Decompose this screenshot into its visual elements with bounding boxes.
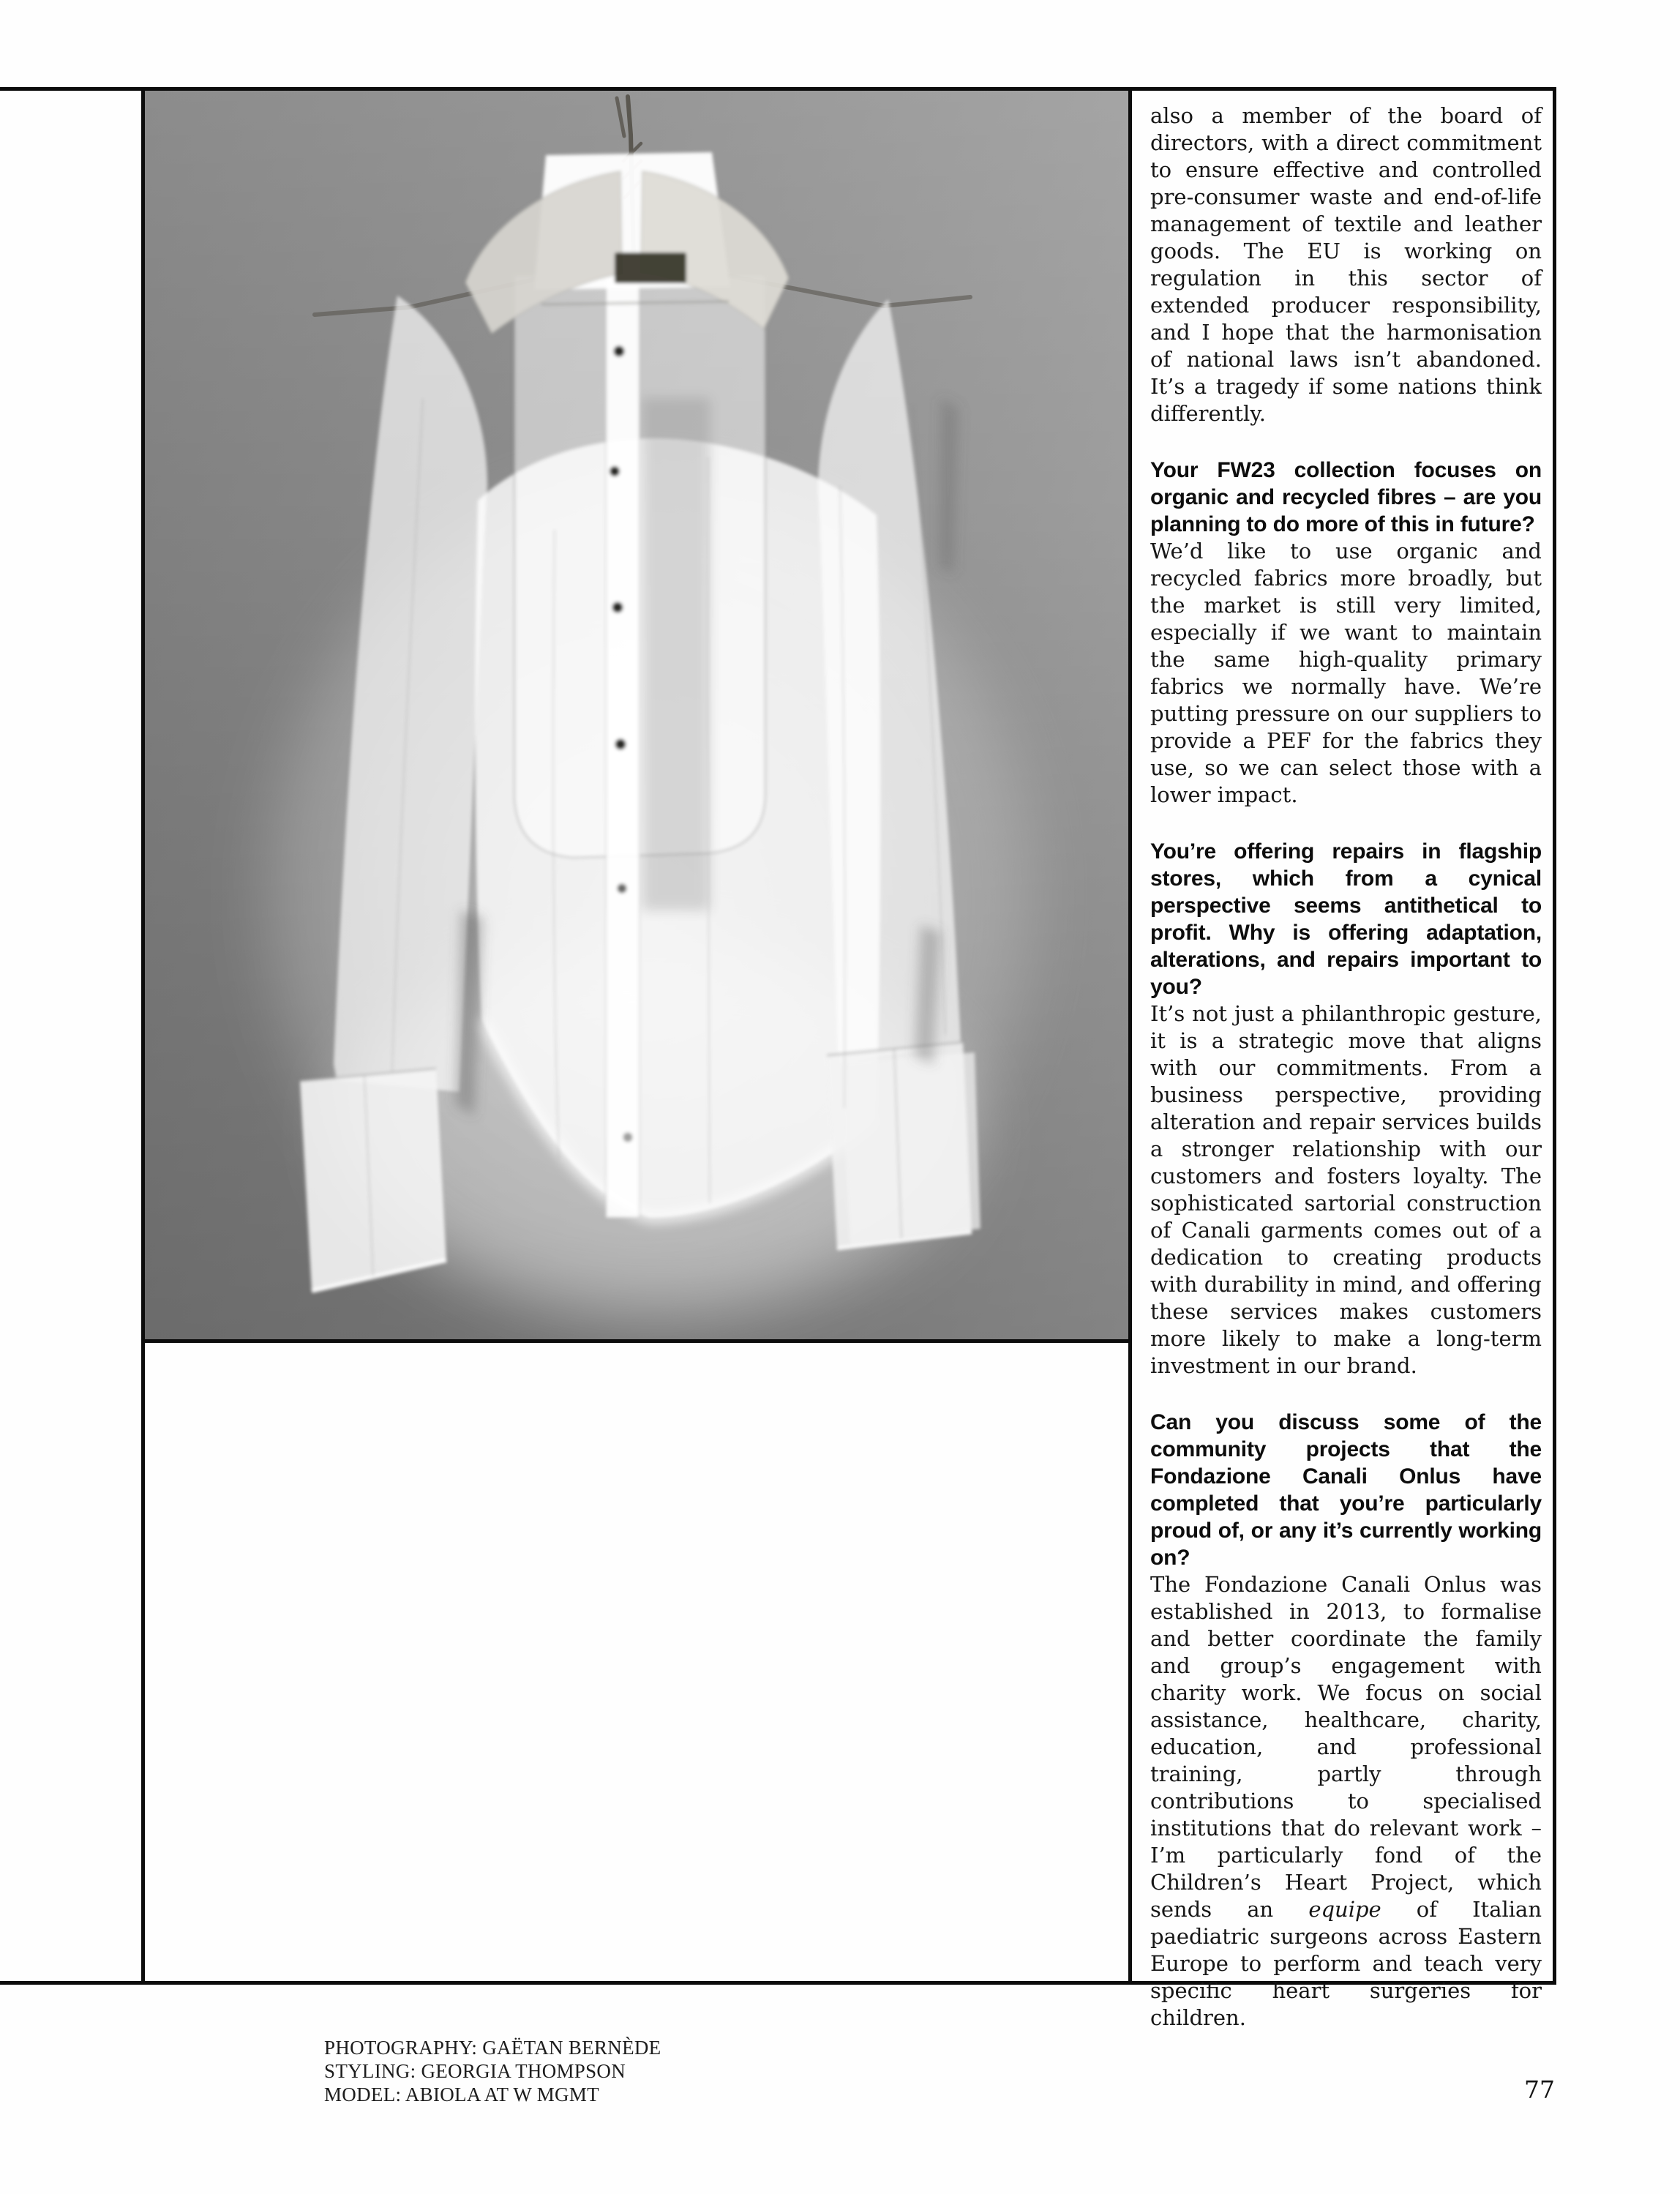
credit-styling: STYLING: GEORGIA THOMPSON [324, 2060, 626, 2082]
placket-shadow [642, 398, 710, 910]
credit-photography: PHOTOGRAPHY: GAËTAN BERNÈDE [324, 2037, 661, 2059]
interview-question: Your FW23 collection focuses on organic and recycled fibres – are you planning to do more of this in future? [1150, 458, 1542, 536]
interview-question: Can you discuss some of the community projects that the Fondazione Canali Onlus have completed that you’re particularly proud of, or any it’s currently working on? [1150, 1410, 1542, 1570]
interview-answer: We’d like to use organic and recycled fabrics more broadly, but the market is still very limited, especially if we want to maintain the same high-quality primary fabrics we normally have. We’re putting pressure on our suppliers to provide a PEF for the fabrics they use, so we can select those with a lower impact. [1150, 539, 1542, 807]
right-cuff [827, 1042, 980, 1248]
interview-answer: also a member of the board of directors, with a direct commitment to ensure effective and controlled pre-consumer waste and end-of-life management of textile and leather goods. The EU is working on regulation in this sector of extended producer responsibility, and I hope that the harmonisation of national laws isn’t abandoned. It’s a tragedy if some nations think differently. [1150, 103, 1542, 426]
credits-block [324, 2036, 661, 2106]
left-cuff [300, 1068, 446, 1291]
shirt-illustration [145, 91, 1128, 1339]
interview-answer: The Fondazione Canali Onlus was established in 2013, to formalise and better coordinate the family and group’s engagement with charity work. We focus on social assistance, healthcare, charity, education, and professional training, partly through contributions to specialised institutions that do relevant work – I’m particularly fond of the Children’s Heart Project, which sends an equipe of Italian paediatric surgeons across Eastern Europe to perform and teach very specific heart surgeries for children. [1150, 1572, 1542, 2030]
shirt-photo [141, 87, 1132, 1343]
shirt [300, 152, 980, 1291]
empty-panel [141, 1339, 1132, 1985]
interview-question: You’re offering repairs in flagship stores, which from a cynical perspective seems antithetical to profit. Why is offering adaptation, alterations, and repairs important to you? [1150, 839, 1542, 999]
page-number: 77 [1524, 2075, 1555, 2104]
article-column [1150, 102, 1542, 2032]
interview-answer: It’s not just a philanthropic gesture, it is a strategic move that aligns with our commitments. From a business perspective, providing alteration and repair services builds a stronger relationship with our customers and fosters loyalty. The sophisticated sartorial construction of Canali garments comes out of a dedication to creating products with durability in mind, and offering these services makes customers more likely to make a long-term investment in our brand. [1150, 1001, 1542, 1378]
credit-model: MODEL: ABIOLA AT W MGMT [324, 2083, 599, 2105]
collar-label [615, 252, 686, 283]
